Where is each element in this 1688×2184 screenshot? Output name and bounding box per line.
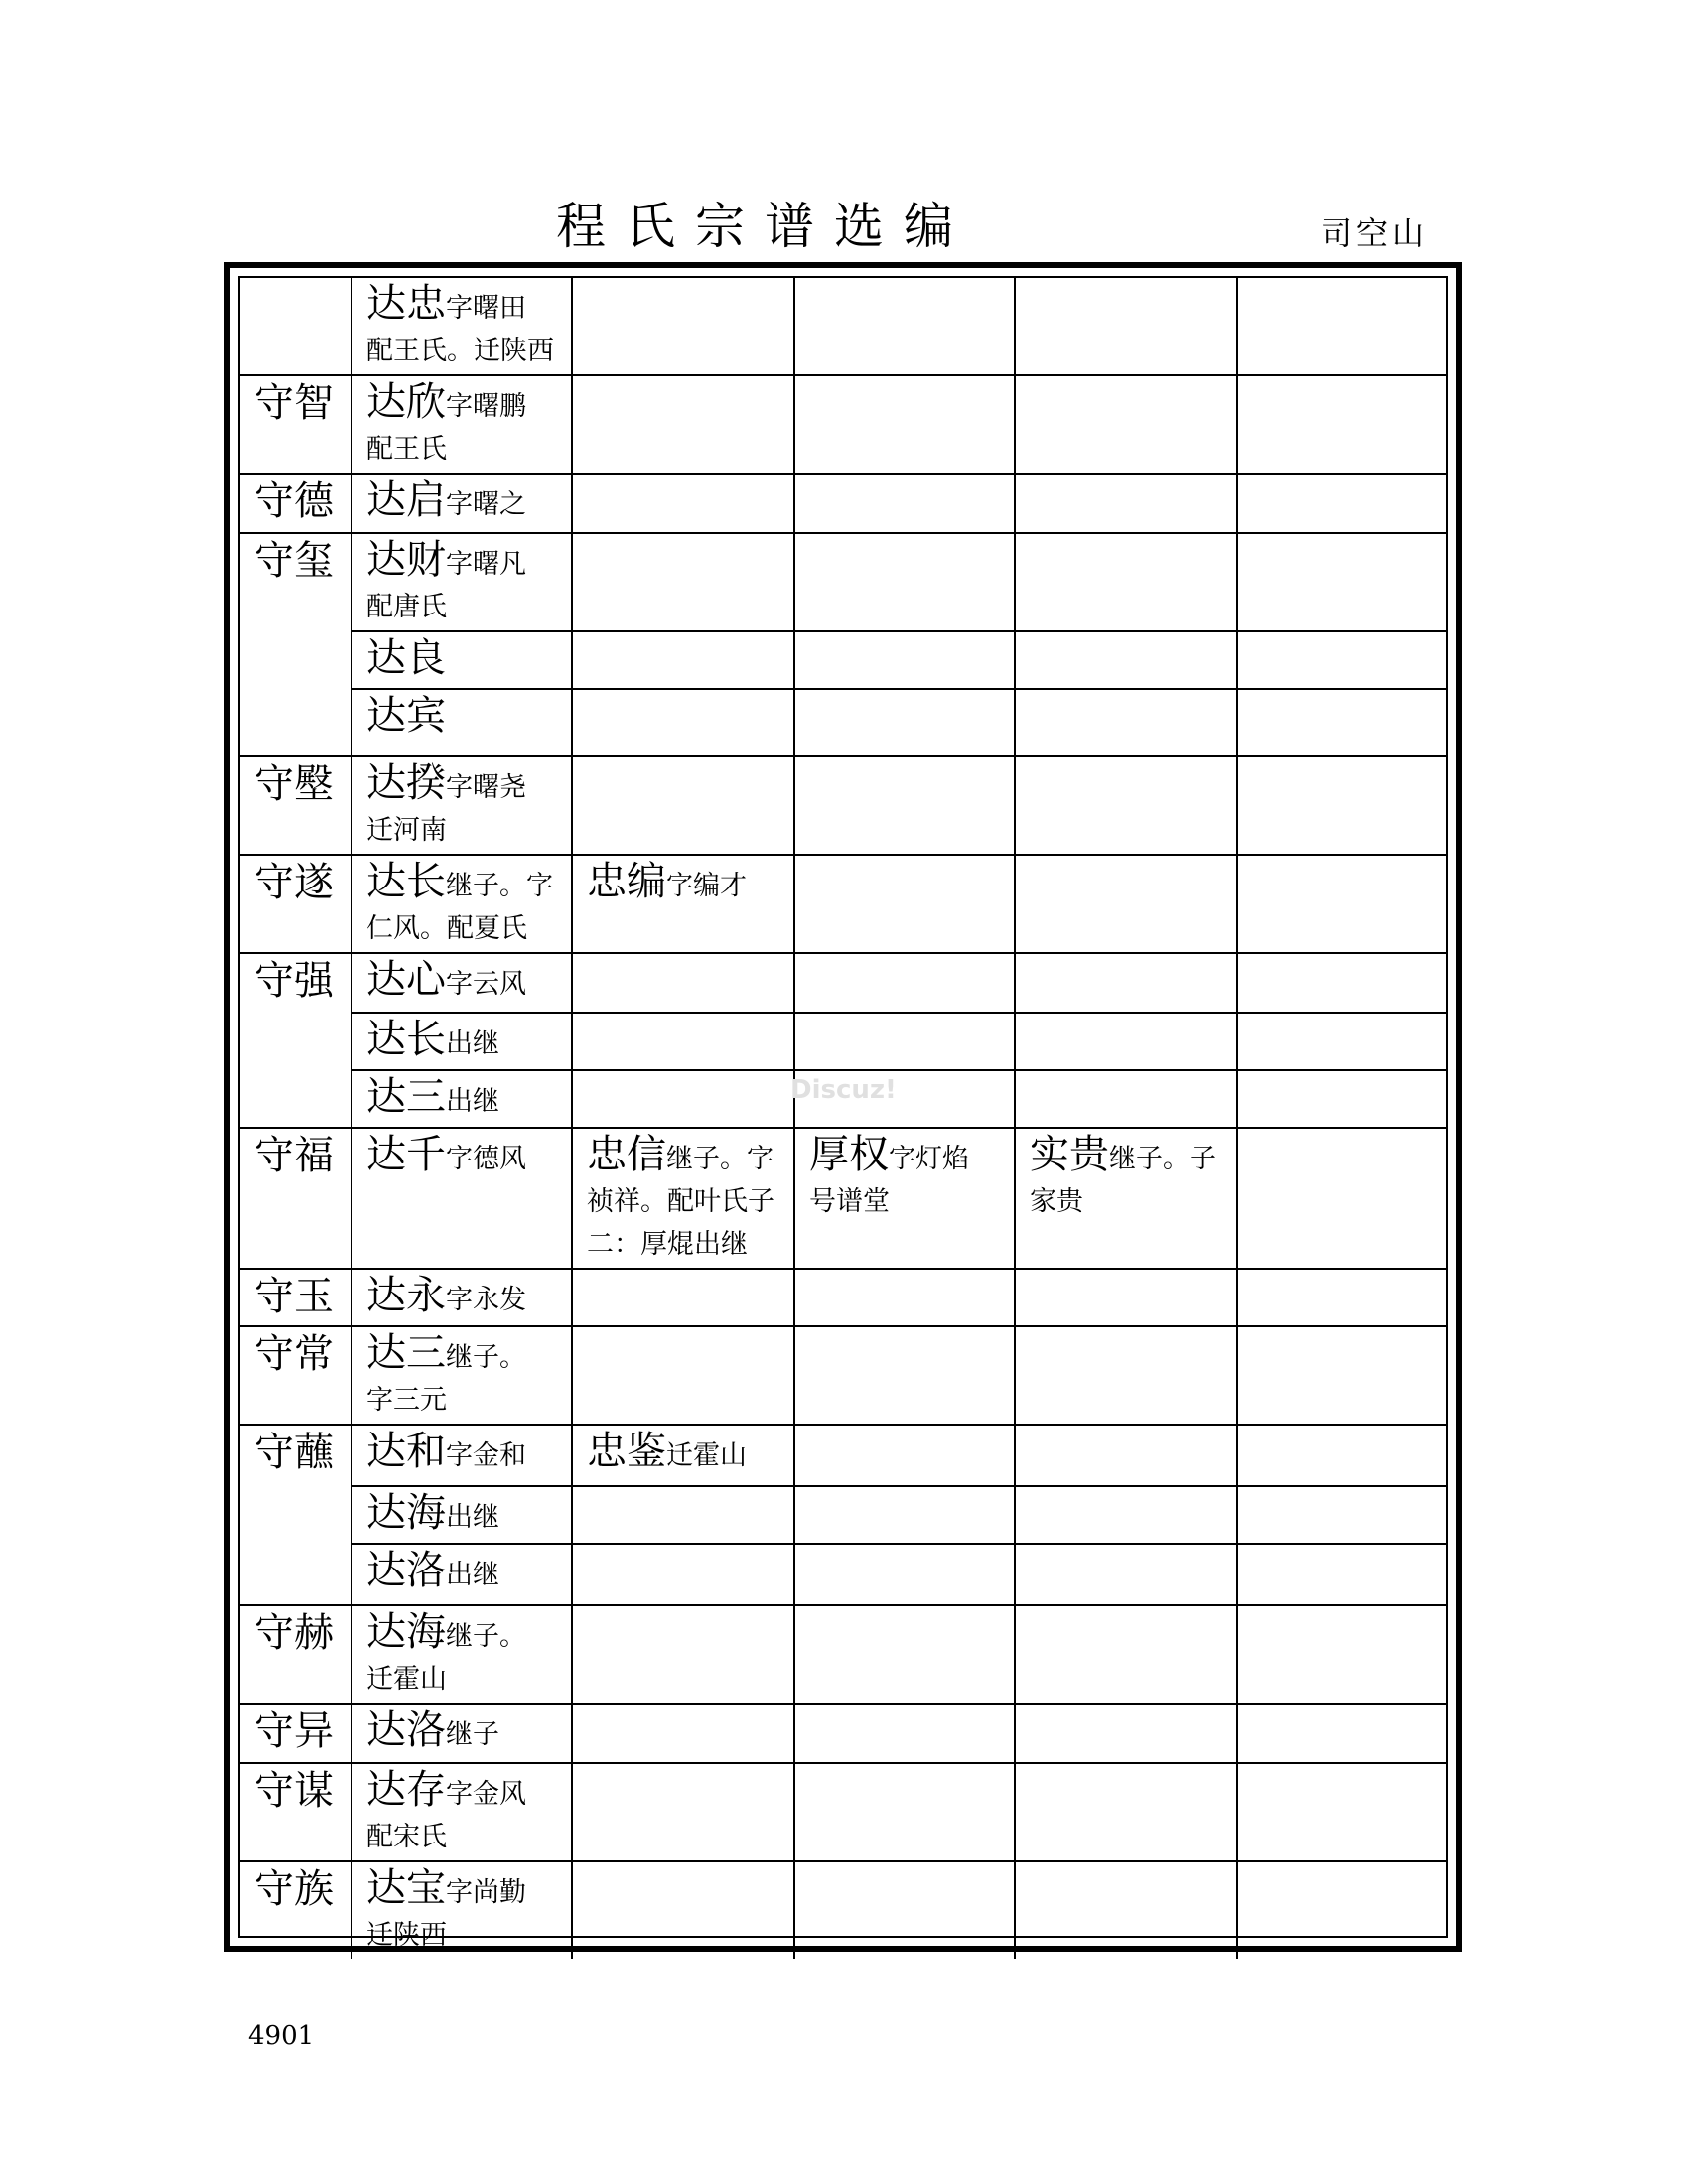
- generation-1-cell: [352, 1269, 572, 1326]
- generation-3-cell: [794, 278, 1015, 375]
- person-name: 达洛: [366, 1707, 446, 1753]
- person-name: 达三: [366, 1074, 446, 1120]
- generation-4-cell: [1015, 1861, 1237, 1959]
- generation-2-cell: [572, 375, 794, 474]
- person-note-line3: 二：厚焜出继: [587, 1229, 748, 1260]
- person-note-line2: 家贵: [1030, 1186, 1083, 1217]
- generation-2-cell: [572, 278, 794, 375]
- father-name: 守遂: [254, 860, 334, 905]
- father-cell: [240, 1326, 352, 1425]
- person-note-line2: 配唐氏: [366, 592, 447, 622]
- generation-2-cell: [572, 1544, 794, 1605]
- person-note: 出继: [446, 1028, 499, 1059]
- generation-3-cell: [794, 1128, 1015, 1269]
- generation-4-cell: [1015, 953, 1237, 1013]
- person-note-line2: 迁霍山: [366, 1664, 447, 1695]
- father-name: 守德: [254, 478, 334, 524]
- father-cell: [240, 1704, 352, 1763]
- generation-2-cell: [572, 689, 794, 756]
- generation-3-cell: [794, 1861, 1015, 1959]
- generation-2-cell: [572, 1605, 794, 1704]
- table-row: [240, 631, 1448, 689]
- generation-1-cell: [352, 756, 572, 855]
- generation-5-cell: [1237, 1128, 1448, 1269]
- father-cell: [240, 1763, 352, 1861]
- page-title: 程氏宗谱选编: [556, 198, 973, 255]
- generation-1-cell: [352, 1544, 572, 1605]
- person-name: 达和: [366, 1429, 446, 1474]
- generation-5-cell: [1237, 953, 1448, 1013]
- generation-5-cell: [1237, 631, 1448, 689]
- person-note: 字金风: [446, 1779, 526, 1810]
- person-note-line2: 迁河南: [366, 815, 447, 846]
- person-note-line2: 配宋氏: [366, 1822, 447, 1852]
- generation-5-cell: [1237, 1763, 1448, 1861]
- generation-5-cell: [1237, 474, 1448, 533]
- generation-3-cell: [794, 953, 1015, 1013]
- table-row: [240, 533, 1448, 631]
- generation-2-cell: [572, 1861, 794, 1959]
- person-name: 厚权: [809, 1132, 889, 1177]
- person-name: 达长: [366, 1017, 446, 1062]
- father-name: 守福: [254, 1133, 334, 1178]
- genealogy-table: [240, 278, 1448, 1959]
- generation-4-cell: [1015, 1070, 1237, 1128]
- generation-2-cell: [572, 533, 794, 631]
- person-name: 达长: [366, 859, 446, 904]
- table-row: [240, 1861, 1448, 1959]
- table-row: [240, 1425, 1448, 1486]
- person-note: 字永发: [446, 1285, 526, 1315]
- father-name: 守蘸: [254, 1430, 334, 1475]
- father-name: 守异: [254, 1708, 334, 1754]
- generation-1-cell: [352, 631, 572, 689]
- generation-2-cell: [572, 1326, 794, 1425]
- genealogy-table-container: [238, 276, 1448, 1951]
- generation-1-cell: [352, 1326, 572, 1425]
- father-cell: [240, 533, 352, 756]
- generation-1-cell: [352, 278, 572, 375]
- table-row: [240, 1544, 1448, 1605]
- generation-3-cell: [794, 1425, 1015, 1486]
- generation-3-cell: [794, 375, 1015, 474]
- person-note: 字曙凡: [446, 549, 526, 580]
- table-row: [240, 278, 1448, 375]
- father-name: 守玺: [254, 538, 334, 584]
- generation-5-cell: [1237, 1425, 1448, 1486]
- person-note: 继子。字: [666, 1144, 774, 1174]
- generation-5-cell: [1237, 1704, 1448, 1763]
- person-name: 达宝: [366, 1865, 446, 1911]
- generation-1-cell: [352, 1704, 572, 1763]
- generation-2-cell: [572, 1704, 794, 1763]
- generation-5-cell: [1237, 278, 1448, 375]
- generation-1-cell: [352, 1070, 572, 1128]
- generation-5-cell: [1237, 855, 1448, 953]
- generation-3-cell: [794, 1326, 1015, 1425]
- generation-1-cell: [352, 1605, 572, 1704]
- generation-4-cell: [1015, 1326, 1237, 1425]
- father-cell: [240, 953, 352, 1128]
- father-name: 守谋: [254, 1768, 334, 1814]
- generation-2-cell: [572, 756, 794, 855]
- person-note: 字编才: [666, 871, 747, 901]
- table-row: [240, 1704, 1448, 1763]
- person-note-line2: 祯祥。配叶氏子: [587, 1186, 774, 1217]
- generation-4-cell: [1015, 1128, 1237, 1269]
- father-cell: [240, 1861, 352, 1959]
- father-cell: [240, 278, 352, 375]
- father-cell: [240, 756, 352, 855]
- generation-5-cell: [1237, 1605, 1448, 1704]
- father-name: 守智: [254, 380, 334, 426]
- generation-3-cell: [794, 1763, 1015, 1861]
- generation-4-cell: [1015, 1486, 1237, 1544]
- table-row: [240, 1128, 1448, 1269]
- father-name: [240, 278, 351, 280]
- table-row: [240, 1605, 1448, 1704]
- father-name: 守族: [254, 1866, 334, 1912]
- person-note-line2: 字三元: [366, 1385, 447, 1416]
- father-cell: [240, 855, 352, 953]
- generation-1-cell: [352, 855, 572, 953]
- generation-5-cell: [1237, 1486, 1448, 1544]
- generation-4-cell: [1015, 631, 1237, 689]
- watermark: Discuz!: [790, 1075, 897, 1105]
- table-row: [240, 756, 1448, 855]
- father-cell: [240, 474, 352, 533]
- father-name: 守赫: [254, 1610, 334, 1656]
- generation-4-cell: [1015, 1269, 1237, 1326]
- generation-3-cell: [794, 533, 1015, 631]
- generation-1-cell: [352, 533, 572, 631]
- person-name: 达永: [366, 1273, 446, 1318]
- person-name: 达洛: [366, 1548, 446, 1593]
- generation-4-cell: [1015, 756, 1237, 855]
- generation-5-cell: [1237, 1326, 1448, 1425]
- person-name: 达三: [366, 1330, 446, 1376]
- person-name: 忠编: [587, 859, 666, 904]
- table-row: [240, 474, 1448, 533]
- table-row: [240, 375, 1448, 474]
- generation-5-cell: [1237, 689, 1448, 756]
- person-note: 继子。: [446, 1621, 526, 1652]
- person-name: 达海: [366, 1609, 446, 1655]
- generation-1-cell: [352, 1013, 572, 1070]
- person-name: 达财: [366, 537, 446, 583]
- table-row: [240, 1326, 1448, 1425]
- generation-4-cell: [1015, 474, 1237, 533]
- generation-3-cell: [794, 1269, 1015, 1326]
- person-note: 继子。子: [1109, 1144, 1216, 1174]
- generation-2-cell: [572, 1013, 794, 1070]
- generation-5-cell: [1237, 375, 1448, 474]
- father-cell: [240, 1605, 352, 1704]
- person-name: 达海: [366, 1490, 446, 1536]
- father-name: 守强: [254, 958, 334, 1004]
- generation-4-cell: [1015, 689, 1237, 756]
- person-note: 迁霍山: [666, 1440, 747, 1471]
- generation-1-cell: [352, 474, 572, 533]
- person-note: 字德风: [446, 1144, 526, 1174]
- generation-4-cell: [1015, 1704, 1237, 1763]
- person-note: 继子。字: [446, 871, 553, 901]
- generation-4-cell: [1015, 855, 1237, 953]
- generation-1-cell: [352, 1486, 572, 1544]
- person-note-line2: 号谱堂: [809, 1186, 890, 1217]
- person-note: 字尚勤: [446, 1877, 526, 1908]
- generation-2-cell: [572, 855, 794, 953]
- person-note: 出继: [446, 1560, 499, 1590]
- person-name: 达宾: [366, 693, 446, 739]
- generation-2-cell: [572, 1425, 794, 1486]
- generation-1-cell: [352, 1861, 572, 1959]
- generation-2-cell: [572, 1070, 794, 1128]
- generation-3-cell: [794, 474, 1015, 533]
- person-name: 达良: [366, 635, 446, 681]
- table-row: [240, 689, 1448, 756]
- generation-5-cell: [1237, 1013, 1448, 1070]
- generation-3-cell: [794, 855, 1015, 953]
- generation-2-cell: [572, 1486, 794, 1544]
- father-cell: [240, 1269, 352, 1326]
- table-row: [240, 1013, 1448, 1070]
- person-name: 达忠: [366, 281, 446, 327]
- generation-4-cell: [1015, 1544, 1237, 1605]
- generation-3-cell: [794, 1013, 1015, 1070]
- generation-1-cell: [352, 1763, 572, 1861]
- father-name: 守壂: [254, 761, 334, 807]
- generation-2-cell: [572, 953, 794, 1013]
- person-note: 字曙之: [446, 489, 526, 520]
- father-cell: [240, 1425, 352, 1605]
- person-name: 达心: [366, 957, 446, 1003]
- generation-5-cell: [1237, 756, 1448, 855]
- person-note: 字曙田: [446, 293, 526, 324]
- generation-4-cell: [1015, 1605, 1237, 1704]
- generation-1-cell: [352, 1128, 572, 1269]
- location-label: 司空山: [1321, 214, 1429, 252]
- generation-3-cell: [794, 1704, 1015, 1763]
- person-name: 实贵: [1030, 1132, 1109, 1177]
- person-note: 继子。: [446, 1342, 526, 1373]
- person-name: 达揆: [366, 760, 446, 806]
- table-row: [240, 855, 1448, 953]
- person-name: 达启: [366, 478, 446, 523]
- person-note: 字金和: [446, 1440, 526, 1471]
- person-note-line2: 配王氏。迁陕西: [366, 336, 554, 366]
- table-row: [240, 1486, 1448, 1544]
- person-name: 达存: [366, 1767, 446, 1813]
- generation-2-cell: [572, 1763, 794, 1861]
- generation-4-cell: [1015, 278, 1237, 375]
- person-note: 字曙尧: [446, 772, 526, 803]
- generation-3-cell: [794, 1544, 1015, 1605]
- generation-5-cell: [1237, 1861, 1448, 1959]
- person-note: 字云风: [446, 969, 526, 1000]
- generation-1-cell: [352, 1425, 572, 1486]
- person-name: 达欣: [366, 379, 446, 425]
- generation-2-cell: [572, 631, 794, 689]
- generation-5-cell: [1237, 1070, 1448, 1128]
- generation-4-cell: [1015, 1425, 1237, 1486]
- generation-2-cell: [572, 1269, 794, 1326]
- table-row: [240, 1269, 1448, 1326]
- generation-3-cell: [794, 689, 1015, 756]
- genealogy-frame: [224, 262, 1462, 1952]
- table-row: [240, 953, 1448, 1013]
- person-note: 字曙鹏: [446, 391, 526, 422]
- father-cell: [240, 375, 352, 474]
- generation-4-cell: [1015, 375, 1237, 474]
- father-name: 守常: [254, 1331, 334, 1377]
- generation-4-cell: [1015, 1013, 1237, 1070]
- generation-5-cell: [1237, 1269, 1448, 1326]
- generation-4-cell: [1015, 533, 1237, 631]
- person-note-line2: 配王氏: [366, 434, 447, 465]
- person-note: 出继: [446, 1086, 499, 1117]
- generation-2-cell: [572, 1128, 794, 1269]
- table-row: [240, 1763, 1448, 1861]
- generation-3-cell: [794, 1486, 1015, 1544]
- page-number: 4901: [248, 2021, 315, 2051]
- generation-1-cell: [352, 689, 572, 756]
- person-note: 字灯焰: [889, 1144, 969, 1174]
- person-note-line2: 仁风。配夏氏: [366, 913, 527, 944]
- person-note: 继子: [446, 1719, 499, 1750]
- person-note-line2: 迁陕西: [366, 1920, 447, 1951]
- generation-3-cell: [794, 631, 1015, 689]
- father-cell: [240, 1128, 352, 1269]
- generation-2-cell: [572, 474, 794, 533]
- person-note: 出继: [446, 1502, 499, 1533]
- generation-1-cell: [352, 953, 572, 1013]
- generation-3-cell: [794, 756, 1015, 855]
- generation-3-cell: [794, 1605, 1015, 1704]
- generation-4-cell: [1015, 1763, 1237, 1861]
- person-name: 忠鉴: [587, 1429, 666, 1474]
- father-name: 守玉: [254, 1274, 334, 1319]
- generation-1-cell: [352, 375, 572, 474]
- person-name: 忠信: [587, 1132, 666, 1177]
- person-name: 达千: [366, 1132, 446, 1177]
- generation-5-cell: [1237, 533, 1448, 631]
- generation-5-cell: [1237, 1544, 1448, 1605]
